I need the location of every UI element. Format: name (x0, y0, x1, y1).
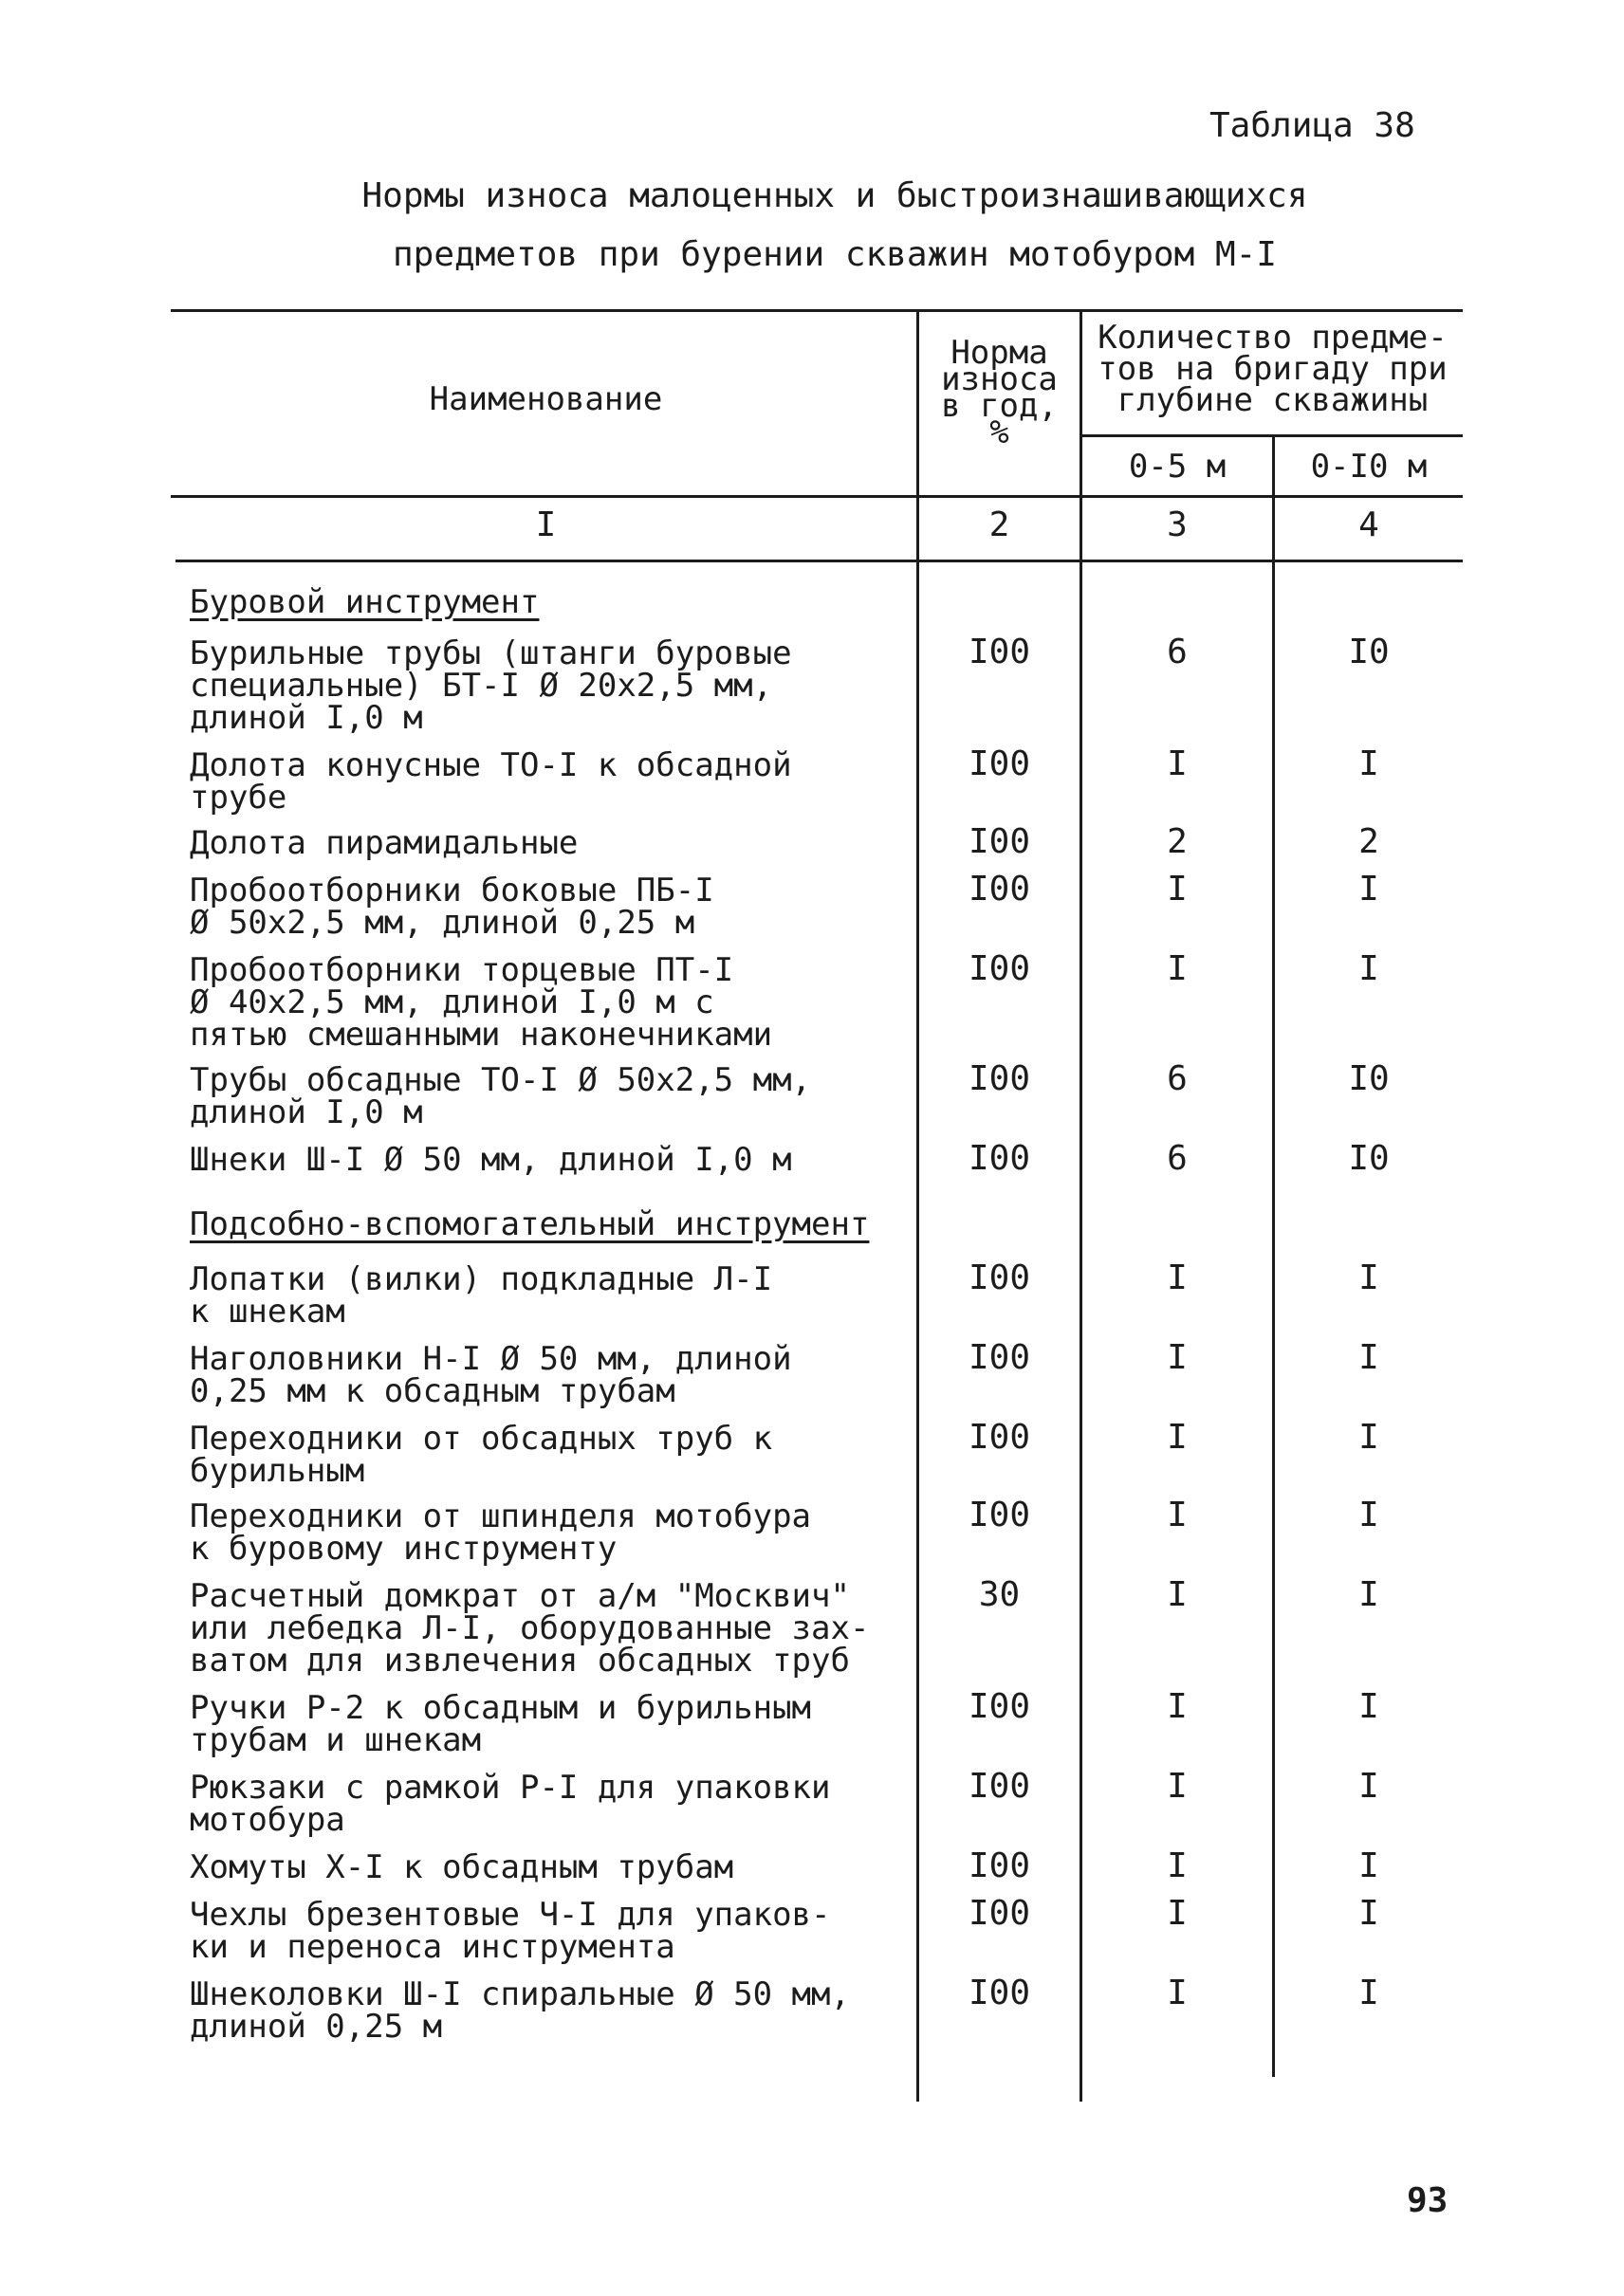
row-norm: I00 (968, 1418, 1031, 1457)
row-qty-depth-2: I (1358, 1767, 1379, 1806)
row-qty-depth-2: I0 (1348, 1059, 1390, 1098)
header-bottom-rule (171, 495, 1463, 498)
row-qty-depth-1: 6 (1167, 633, 1188, 671)
row-name: Долота конусные ТО-I к обсадной трубе (190, 746, 792, 817)
row-norm: I00 (968, 822, 1031, 861)
row-qty-depth-2: 2 (1358, 822, 1379, 861)
row-norm: I00 (968, 1767, 1031, 1806)
header-depth-1: 0-5 м (1128, 448, 1227, 486)
row-norm: I00 (968, 1139, 1031, 1178)
col-divider-2 (1080, 309, 1082, 2102)
row-name: Рюкзаки с рамкой Р-I для упаковки мотобура (190, 1769, 831, 1839)
row-qty-depth-1: I (1167, 949, 1188, 988)
row-qty-depth-2: I0 (1348, 633, 1390, 671)
row-name: Шнеки Ш-I Ø 50 мм, длиной I,0 м (190, 1141, 792, 1179)
header-depth-2: 0-I0 м (1310, 448, 1428, 486)
numbers-bottom-rule (175, 560, 1463, 562)
row-qty-depth-1: I (1167, 744, 1188, 783)
row-qty-depth-2: I (1358, 1687, 1379, 1726)
row-qty-depth-1: I (1167, 1575, 1188, 1614)
row-qty-depth-2: I (1358, 949, 1379, 988)
row-name: Шнеколовки Ш-I спиральные Ø 50 мм, длиной 0,25 м (190, 1975, 850, 2046)
row-norm: I00 (968, 744, 1031, 783)
row-name: Хомуты Х-I к обсадным трубам (190, 1848, 734, 1886)
col-number-4: 4 (1358, 505, 1379, 544)
table-title (313, 167, 1356, 285)
section-title-auxiliary-tools: Подсобно-вспомогательный инструмент (190, 1205, 870, 1243)
title-line-2: предметов при бурении скважин мотобуром М-I (393, 235, 1277, 274)
title-line-1: Нормы износа малоценных и быстроизнашивающихся (361, 176, 1308, 215)
row-qty-depth-1: I (1167, 1338, 1188, 1377)
header-norm: Норма износа в год, % (941, 334, 1058, 451)
header-qty: Количество предме- тов на бригаду при глубине скважины (1098, 319, 1448, 419)
row-qty-depth-2: I (1358, 1575, 1379, 1614)
row-name: Переходники от обсадных труб к бурильным (190, 1420, 773, 1490)
row-qty-depth-1: 6 (1167, 1059, 1188, 1098)
row-qty-depth-2: I (1358, 1258, 1379, 1297)
row-qty-depth-2: I (1358, 1418, 1379, 1457)
row-qty-depth-2: I (1358, 870, 1379, 909)
row-name: Долота пирамидальные (190, 824, 579, 862)
row-norm: I00 (968, 1338, 1031, 1377)
row-norm: I00 (968, 1846, 1031, 1885)
row-name: Расчетный домкрат от а/м "Москвич" или лебедка Л-I, оборудованные зах- ватом для извлечения обсадных труб (190, 1577, 870, 1680)
row-qty-depth-1: 2 (1167, 822, 1188, 861)
row-qty-depth-1: I (1167, 1687, 1188, 1726)
table-top-rule (171, 309, 1463, 312)
header-name: Наименование (429, 380, 663, 418)
col-number-3: 3 (1167, 505, 1188, 544)
row-qty-depth-1: I (1167, 1496, 1188, 1534)
row-qty-depth-2: I (1358, 1974, 1379, 2012)
row-qty-depth-1: I (1167, 1767, 1188, 1806)
row-name: Чехлы брезентовые Ч-I для упаков- ки и переноса инструмента (190, 1896, 831, 1966)
row-qty-depth-2: I0 (1348, 1139, 1390, 1178)
row-qty-depth-2: I (1358, 1894, 1379, 1933)
row-norm: I00 (968, 949, 1031, 988)
row-norm: I00 (968, 1894, 1031, 1933)
row-norm: I00 (968, 633, 1031, 671)
col-number-1: I (535, 505, 557, 544)
row-qty-depth-1: I (1167, 1974, 1188, 2012)
row-name: Пробоотборники боковые ПБ-I Ø 50x2,5 мм, длиной 0,25 м (190, 872, 714, 942)
row-name: Переходники от шпинделя мотобура к буровому инструменту (190, 1497, 812, 1568)
row-qty-depth-2: I (1358, 1338, 1379, 1377)
row-name: Ручки Р-2 к обсадным и бурильным трубам и шнекам (190, 1689, 812, 1759)
row-norm: I00 (968, 1687, 1031, 1726)
row-norm: I00 (968, 1974, 1031, 2012)
row-qty-depth-1: I (1167, 1894, 1188, 1933)
row-name: Пробоотборники торцевые ПТ-I Ø 40x2,5 мм, длиной I,0 м с пятью смешанными наконечниками (190, 951, 773, 1054)
row-qty-depth-2: I (1358, 1846, 1379, 1885)
row-name: Наголовники Н-I Ø 50 мм, длиной 0,25 мм к обсадным трубам (190, 1340, 792, 1410)
table-label: Таблица 38 (1209, 106, 1415, 145)
page-number: 93 (1407, 2181, 1449, 2220)
row-norm: 30 (978, 1575, 1021, 1614)
row-qty-depth-1: I (1167, 1258, 1188, 1297)
col-divider-3 (1272, 436, 1275, 2077)
row-qty-depth-2: I (1358, 744, 1379, 783)
row-norm: I00 (968, 1059, 1031, 1098)
row-qty-depth-2: I (1358, 1496, 1379, 1534)
row-norm: I00 (968, 870, 1031, 909)
row-name: Бурильные трубы (штанги буровые специальные) БТ-I Ø 20x2,5 мм, длиной I,0 м (190, 634, 792, 737)
col-number-2: 2 (988, 505, 1010, 544)
section-title-drilling-tools: Буровой инструмент (190, 583, 540, 621)
row-name: Лопатки (вилки) подкладные Л-I к шнекам (190, 1260, 773, 1331)
row-qty-depth-1: 6 (1167, 1139, 1188, 1178)
col-divider-1 (916, 309, 919, 2102)
row-qty-depth-1: I (1167, 1846, 1188, 1885)
row-qty-depth-1: I (1167, 1418, 1188, 1457)
row-name: Трубы обсадные ТО-I Ø 50x2,5 мм, длиной I,0 м (190, 1061, 812, 1131)
row-norm: I00 (968, 1496, 1031, 1534)
row-norm: I00 (968, 1258, 1031, 1297)
row-qty-depth-1: I (1167, 870, 1188, 909)
